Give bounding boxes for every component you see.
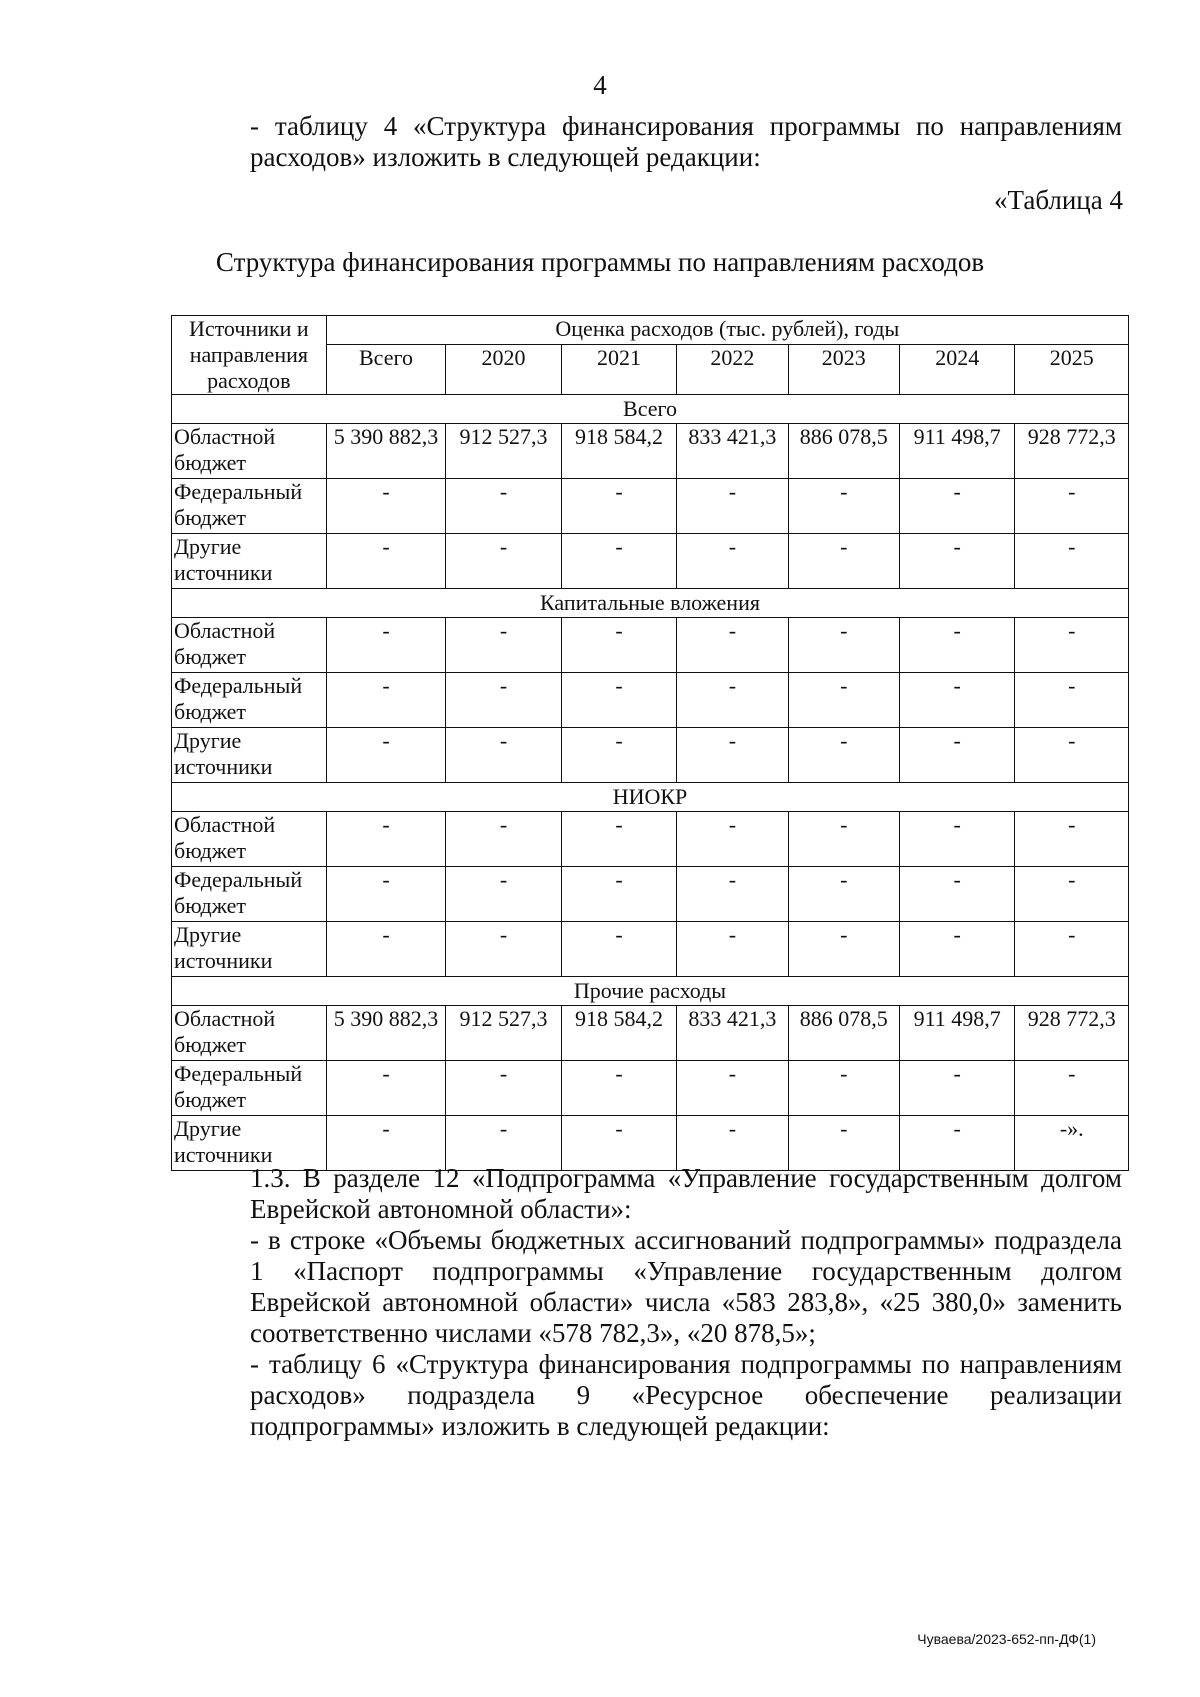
value-cell: - [446,812,561,867]
source-cell: Федеральный бюджет [172,479,327,534]
section-1-3-p1: 1.3. В разделе 12 «Подпрограмма «Управление государственным долгом Еврейской автономной области»: [250,1163,1122,1224]
value-cell: - [899,534,1014,589]
section-1-3-p2: - в строке «Объемы бюджетных ассигнований подпрограммы» подраздела 1 «Паспорт подпрограммы «Управление государственным долгом Еврейской автономной области» числа «583 283,8», «25 380,0» заменить соответственно числами «578 782,3», «20 878,5»; [250,1225,1122,1348]
source-cell: Другие источники [172,1116,327,1171]
section-1-3 [172,1163,1122,1442]
value-cell: - [788,922,899,977]
value-cell: - [446,534,561,589]
value-cell: - [899,867,1014,922]
value-cell: 5 390 882,3 [326,424,446,479]
header-col: 2023 [788,345,899,395]
value-cell: - [561,812,676,867]
value-cell: - [899,673,1014,728]
table-row [172,922,1129,977]
section-1-3-p3: - таблицу 6 «Структура финансирования подпрограммы по направлениям расходов» подраздела 9 «Ресурсное обеспечение реализации подпрограммы» изложить в следующей редакции: [250,1349,1122,1441]
section-row [172,977,1129,1006]
value-cell: - [677,812,788,867]
value-cell: - [788,1061,899,1116]
value-cell: - [677,922,788,977]
value-cell: - [788,867,899,922]
value-cell: - [326,479,446,534]
value-cell: 833 421,3 [677,1006,788,1061]
value-cell: - [326,618,446,673]
value-cell: - [677,534,788,589]
table-row [172,1061,1129,1116]
source-cell: Другие источники [172,922,327,977]
value-cell: - [788,728,899,783]
value-cell: - [446,728,561,783]
value-cell: - [446,618,561,673]
value-cell: - [446,479,561,534]
value-cell: - [561,1061,676,1116]
value-cell: - [788,618,899,673]
value-cell: - [899,479,1014,534]
value-cell: - [677,867,788,922]
source-cell: Областной бюджет [172,618,327,673]
source-cell: Областной бюджет [172,1006,327,1061]
value-cell: - [1015,728,1129,783]
source-cell: Областной бюджет [172,424,327,479]
source-cell: Другие источники [172,728,327,783]
value-cell: - [1015,673,1129,728]
value-cell: - [446,1061,561,1116]
header-estimate: Оценка расходов (тыс. рублей), годы [326,316,1128,345]
value-cell: - [561,867,676,922]
source-cell: Федеральный бюджет [172,673,327,728]
value-cell: - [326,673,446,728]
value-cell: - [1015,867,1129,922]
header-col: 2021 [561,345,676,395]
value-cell: 912 527,3 [446,424,561,479]
value-cell: - [899,618,1014,673]
value-cell: - [1015,534,1129,589]
table-reference: «Таблица 4 [994,185,1123,215]
section-row [172,783,1129,812]
value-cell: - [561,618,676,673]
value-cell: - [1015,479,1129,534]
value-cell: - [326,867,446,922]
value-cell: 912 527,3 [446,1006,561,1061]
value-cell: 5 390 882,3 [326,1006,446,1061]
section-title: Всего [172,395,1129,424]
table-row [172,618,1129,673]
table-row [172,812,1129,867]
header-col: 2020 [446,345,561,395]
table-row [172,1006,1129,1061]
value-cell: - [899,812,1014,867]
value-cell: 886 078,5 [788,424,899,479]
table-row [172,424,1129,479]
value-cell: - [677,673,788,728]
value-cell: - [446,673,561,728]
value-cell: -». [1015,1116,1129,1171]
source-cell: Федеральный бюджет [172,867,327,922]
value-cell: - [446,1116,561,1171]
value-cell: - [788,1116,899,1171]
value-cell: 833 421,3 [677,424,788,479]
value-cell: 911 498,7 [899,1006,1014,1061]
value-cell: - [677,728,788,783]
source-cell: Другие источники [172,534,327,589]
table-row [172,673,1129,728]
header-sources: Источники и направления расходов [172,316,327,395]
value-cell: - [561,479,676,534]
value-cell: - [788,534,899,589]
value-cell: - [899,922,1014,977]
value-cell: - [677,1061,788,1116]
footer-code: Чуваева/2023-652-пп-ДФ(1) [917,1631,1096,1647]
value-cell: - [326,922,446,977]
section-row [172,589,1129,618]
source-cell: Федеральный бюджет [172,1061,327,1116]
header-col: 2022 [677,345,788,395]
value-cell: - [561,728,676,783]
value-cell: - [446,867,561,922]
value-cell: - [788,479,899,534]
value-cell: - [899,1116,1014,1171]
value-cell: 918 584,2 [561,1006,676,1061]
value-cell: - [326,1061,446,1116]
header-col: Всего [326,345,446,395]
table-row [172,867,1129,922]
table-title: Структура финансирования программы по направлениям расходов [215,247,985,277]
value-cell: - [326,812,446,867]
value-cell: 928 772,3 [1015,424,1129,479]
value-cell: 928 772,3 [1015,1006,1129,1061]
table-row [172,534,1129,589]
intro-text: - таблицу 4 «Структура финансирования программы по направлениям расходов» изложить в следующей редакции: [250,111,1122,172]
value-cell: - [1015,1061,1129,1116]
value-cell: - [561,534,676,589]
section-title: НИОКР [172,783,1129,812]
page-number: 4 [593,70,607,100]
value-cell: - [326,534,446,589]
value-cell: - [561,673,676,728]
value-cell: - [788,673,899,728]
table-row [172,728,1129,783]
value-cell: 911 498,7 [899,424,1014,479]
header-col: 2025 [1015,345,1129,395]
value-cell: - [446,922,561,977]
section-row [172,395,1129,424]
value-cell: - [1015,618,1129,673]
value-cell: - [326,1116,446,1171]
value-cell: - [899,1061,1014,1116]
value-cell: - [677,618,788,673]
financing-table [171,315,1129,1171]
value-cell: - [1015,812,1129,867]
table-row [172,479,1129,534]
header-col: 2024 [899,345,1014,395]
header-row-1 [172,316,1129,345]
section-title: Прочие расходы [172,977,1129,1006]
value-cell: - [677,479,788,534]
section-title: Капитальные вложения [172,589,1129,618]
source-cell: Областной бюджет [172,812,327,867]
value-cell: 918 584,2 [561,424,676,479]
value-cell: - [677,1116,788,1171]
value-cell: - [1015,922,1129,977]
value-cell: - [788,812,899,867]
value-cell: - [899,728,1014,783]
value-cell: - [561,922,676,977]
intro-paragraph [172,111,1122,173]
value-cell: 886 078,5 [788,1006,899,1061]
value-cell: - [326,728,446,783]
value-cell: - [561,1116,676,1171]
